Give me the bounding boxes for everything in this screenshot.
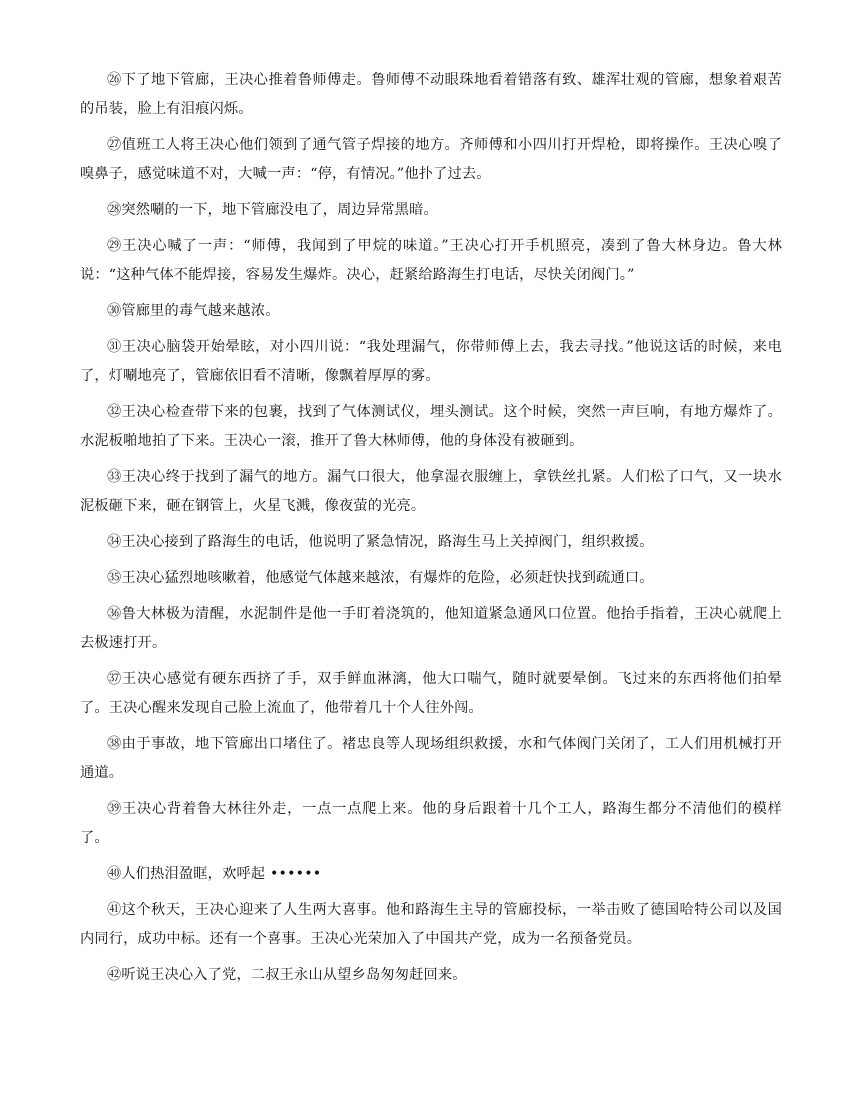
paragraph-28: ㉘突然唰的一下，地下管廊没电了，周边异常黑暗。: [106, 202, 438, 218]
paragraph-33: ㉝王决心终于找到了漏气的地方。漏气口很大，他拿湿衣服缠上，拿铁丝扎紧。人们松了口气，又一块水泥板砸下来，砸在钢管上，火星飞溅，像夜萤的光亮。: [80, 469, 782, 514]
paragraph-29: ㉙王决心喊了一声：“师傅，我闻到了甲烷的味道。”王决心打开手机照亮，凑到了鲁大林身边。鲁大林说：“这种气体不能焊接，容易发生爆炸。决心，赶紧给路海生打电话，尽快关闭阀门。”: [80, 238, 782, 283]
paragraph-38: ㊳由于事故，地下管廊出口堵住了。褚忠良等人现场组织救援，水和气体阀门关闭了，工人们用机械打开通道。: [80, 736, 782, 781]
paragraph-31: ㉛王决心脑袋开始晕眩，对小四川说：“我处理漏气，你带师傅上去，我去寻找。”他说这话的时候，来电了，灯唰地亮了，管廊依旧看不清晰，像飘着厚厚的雾。: [80, 339, 782, 384]
paragraph-34: ㉞王决心接到了路海生的电话，他说明了紧急情况，路海生马上关掉阀门，组织救援。: [106, 534, 654, 550]
paragraph-40: ㊵人们热泪盈眶，欢呼起 ••••••: [106, 866, 322, 882]
paragraph-26: ㉖下了地下管廊，王决心推着鲁师傅走。鲁师傅不动眼珠地看着错落有致、雄浑壮观的管廊，想象着艰苦的吊装，脸上有泪痕闪烁。: [80, 72, 782, 117]
paragraph-42: ㊷听说王决心入了党，二叔王永山从望乡岛匆匆赶回来。: [106, 967, 467, 983]
paragraph-27: ㉗值班工人将王决心他们领到了通气管子焊接的地方。齐师傅和小四川打开焊枪，即将操作。王决心嗅了嗅鼻子，感觉味道不对，大喊一声：“停，有情况。”他扑了过去。: [80, 137, 782, 182]
paragraph-36: ㊱鲁大林极为清醒，水泥制件是他一手盯着浇筑的，他知道紧急通风口位置。他抬手指着，王决心就爬上去极速打开。: [80, 606, 782, 651]
document-body: [80, 66, 782, 997]
paragraph-30: ㉚管廊里的毒气越来越浓。: [106, 303, 280, 319]
paragraph-32: ㉜王决心检查带下来的包裹，找到了气体测试仪，埋头测试。这个时候，突然一声巨响，有地方爆炸了。水泥板啪地拍了下来。王决心一滚，推开了鲁大林师傅，他的身体没有被砸到。: [80, 404, 782, 449]
paragraph-37: ㊲王决心感觉有硬东西挤了手，双手鲜血淋漓，他大口喘气，随时就要晕倒。飞过来的东西将他们拍晕了。王决心醒来发现自己脸上流血了，他带着几十个人往外闯。: [80, 671, 782, 716]
paragraph-35: ㉟王决心猛烈地咳嗽着，他感觉气体越来越浓，有爆炸的危险，必须赶快找到疏通口。: [106, 570, 654, 586]
paragraph-41: ㊶这个秋天，王决心迎来了人生两大喜事。他和路海生主导的管廊投标，一举击败了德国哈特公司以及国内同行，成功中标。还有一个喜事。王决心光荣加入了中国共产党，成为一名预备党员。: [80, 902, 782, 947]
paragraph-39: ㊴王决心背着鲁大林往外走，一点一点爬上来。他的身后跟着十几个工人，路海生都分不清他们的模样了。: [80, 801, 782, 846]
